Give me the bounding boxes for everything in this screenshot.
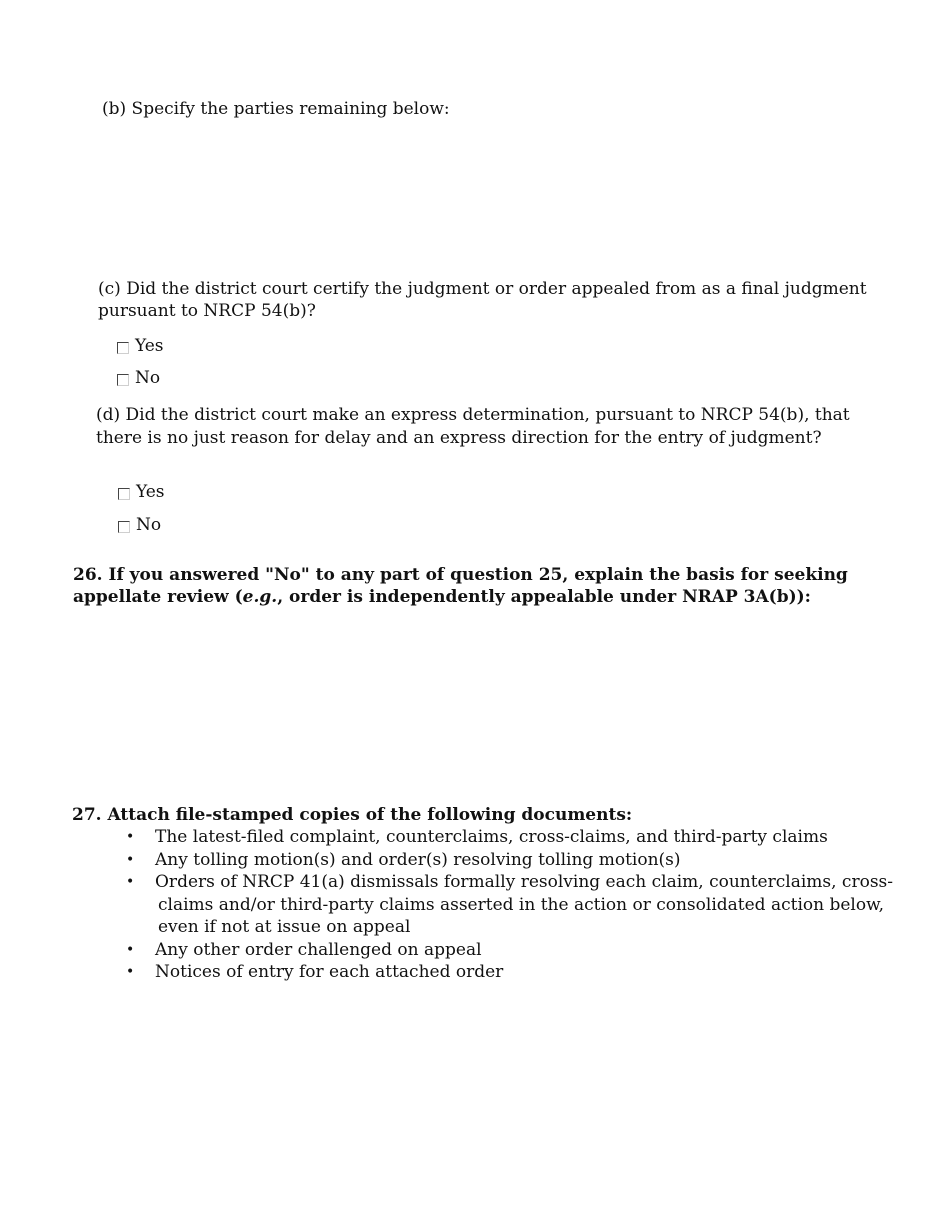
bullet-icon: • <box>126 874 135 890</box>
list-item <box>0 939 893 962</box>
question-25c-yes-option[interactable] <box>117 335 164 357</box>
bullet-icon: • <box>126 964 135 980</box>
list-item-text: The latest-filed complaint, counterclaims, cross-claims, and third-party claims <box>155 827 828 847</box>
bullet-icon: • <box>126 829 135 845</box>
question-25c-no-option[interactable] <box>117 367 160 389</box>
question-26-line-2-prefix: appellate review ( <box>73 587 243 607</box>
question-26-line-2-suffix: , order is independently appealable under NRAP 3A(b)): <box>277 587 811 607</box>
list-item <box>0 849 893 872</box>
question-25c-no-checkbox[interactable] <box>117 374 129 386</box>
list-item <box>0 961 893 984</box>
question-25d-no-checkbox[interactable] <box>118 521 130 533</box>
question-27-document-list <box>0 826 893 984</box>
question-27-heading: 27. Attach file-stamped copies of the following documents: <box>72 805 633 825</box>
bullet-icon: • <box>126 941 135 958</box>
question-25d-no-label: No <box>136 515 162 535</box>
question-25d-line-2: there is no just reason for delay and an express direction for the entry of judgment? <box>96 428 822 448</box>
question-26-line-2 <box>73 586 811 609</box>
question-26-line-1: 26. If you answered "No" to any part of question 25, explain the basis for seeking <box>73 565 848 585</box>
question-25b-label: (b) Specify the parties remaining below: <box>102 99 450 119</box>
question-25c-line-2: pursuant to NRCP 54(b)? <box>98 301 316 321</box>
question-25c-no-label: No <box>135 368 161 388</box>
list-item-text-continued: claims and/or third-party claims asserted in the action or consolidated action below, <box>158 894 885 915</box>
list-item <box>0 871 893 939</box>
list-item-text: Orders of NRCP 41(a) dismissals formally resolving each claim, counterclaims, cross- <box>155 872 894 892</box>
question-25d-yes-checkbox[interactable] <box>118 488 130 500</box>
list-item-text-continued: even if not at issue on appeal <box>158 917 411 937</box>
list-item-text: Any tolling motion(s) and order(s) resolving tolling motion(s) <box>155 849 681 870</box>
list-item <box>0 826 893 849</box>
question-25c-yes-checkbox[interactable] <box>117 342 129 354</box>
list-item-text: Any other order challenged on appeal <box>155 939 482 960</box>
question-25c-line-1: (c) Did the district court certify the judgment or order appealed from as a final judgment <box>98 279 867 299</box>
bullet-icon: • <box>126 851 135 868</box>
question-26-example-abbrev: e.g. <box>242 587 278 607</box>
question-25d-line-1: (d) Did the district court make an express determination, pursuant to NRCP 54(b), that <box>96 405 850 425</box>
question-25d-yes-option[interactable] <box>118 481 165 503</box>
question-25c-yes-label: Yes <box>135 336 164 356</box>
question-25d-yes-label: Yes <box>136 482 165 502</box>
list-item-text: Notices of entry for each attached order <box>155 962 504 982</box>
question-25d-no-option[interactable] <box>118 514 161 536</box>
